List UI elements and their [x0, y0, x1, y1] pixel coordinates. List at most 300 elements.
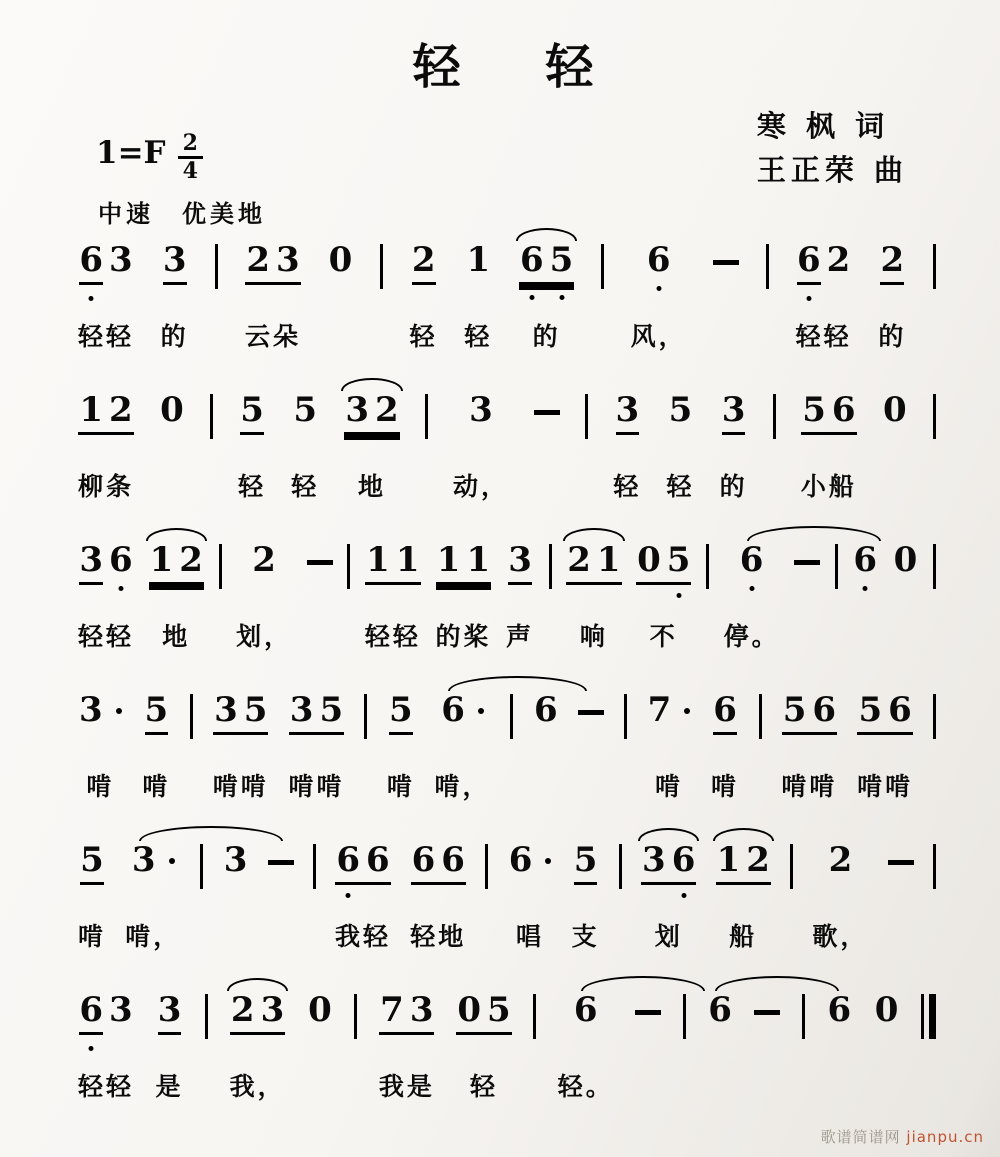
note-digit: 1	[716, 840, 741, 880]
note-group	[615, 390, 641, 435]
note-column	[630, 240, 687, 353]
note-column	[827, 990, 853, 1100]
note-digit: 3	[223, 840, 248, 880]
note-group	[78, 990, 133, 1035]
note-group	[647, 690, 692, 730]
lyric: 啃啃	[857, 772, 914, 801]
song-title: 轻 轻	[412, 39, 628, 95]
lyric: 轻轻	[78, 1072, 135, 1101]
note-column	[781, 690, 838, 803]
note-digit: 5	[319, 690, 344, 730]
note-digit: 3	[109, 990, 133, 1030]
note-digit: 1	[466, 540, 491, 580]
lyric: 唱	[516, 922, 545, 951]
note-column	[452, 390, 509, 503]
note-group	[796, 240, 851, 285]
low-octave-dot	[529, 295, 534, 300]
barline	[313, 843, 316, 889]
note-digit: 6	[853, 543, 877, 579]
duration-dash	[307, 543, 333, 650]
lyric: 声	[506, 622, 535, 651]
low-octave-dot	[89, 1046, 94, 1051]
note-column	[719, 390, 748, 503]
augmentation-dot	[116, 708, 122, 714]
note-group	[328, 240, 354, 280]
note-digit: 6	[797, 243, 821, 285]
lyric: 响	[579, 622, 608, 651]
note-group	[721, 390, 747, 435]
barline	[601, 243, 604, 289]
note-group	[230, 990, 285, 1035]
note-group	[508, 840, 553, 880]
note-digit: 0	[883, 390, 907, 430]
note-digit: 6	[366, 840, 390, 880]
note-group	[411, 840, 466, 885]
note-column	[364, 540, 421, 653]
note-digit: 6	[520, 243, 544, 279]
duration-dash	[268, 843, 294, 950]
note-column	[378, 990, 435, 1103]
note-digit: 5	[145, 693, 169, 735]
note-group	[857, 690, 912, 735]
note-column	[142, 690, 171, 803]
note-digit: 2	[246, 240, 270, 280]
note-column	[636, 540, 691, 653]
note-column	[125, 840, 182, 953]
note-column	[245, 240, 302, 353]
note-digit: 6	[336, 843, 360, 879]
barline	[933, 543, 936, 589]
lyric: 轻轻	[78, 322, 135, 351]
note-digit: 2	[230, 990, 255, 1030]
note-digit: 2	[109, 390, 133, 430]
note-column	[571, 840, 600, 953]
note-column	[566, 540, 621, 653]
note-group	[468, 390, 494, 430]
augmentation-dot	[545, 858, 551, 864]
note-group	[573, 840, 599, 885]
lyric: 的	[532, 322, 561, 351]
note-column	[238, 390, 267, 503]
lyric: 我轻	[335, 922, 392, 951]
note-column	[874, 990, 900, 1100]
tie-arc	[747, 526, 881, 541]
lyric: 划，	[236, 622, 293, 651]
lyric: 不	[649, 622, 678, 651]
note-group	[162, 240, 188, 285]
note-column	[716, 840, 771, 953]
note-group	[716, 840, 771, 885]
low-octave-dot	[681, 893, 686, 898]
lyric: 啃	[711, 772, 740, 801]
note-digit: 3	[508, 543, 532, 585]
note-column	[236, 540, 293, 653]
note-digit: 6	[831, 390, 856, 430]
duration-dash	[534, 393, 560, 500]
lyric: 地	[162, 622, 191, 651]
lyric: 啃	[78, 922, 107, 951]
barline	[933, 693, 936, 739]
music-system	[78, 840, 936, 960]
augmentation-dot	[169, 858, 175, 864]
lyric: 是	[155, 1072, 184, 1101]
note-digit: 0	[874, 990, 899, 1030]
key-time-signature	[96, 130, 203, 185]
lyric: 轻地	[410, 922, 467, 951]
music-system	[78, 240, 936, 360]
note-group	[388, 690, 414, 735]
note-digit: 5	[574, 843, 598, 885]
barline	[210, 393, 213, 439]
low-octave-dot	[656, 286, 661, 291]
note-digit: 3	[260, 990, 285, 1030]
note-column	[508, 840, 553, 953]
note-group	[519, 240, 574, 285]
note-digit: 0	[637, 540, 661, 580]
barline	[354, 993, 357, 1039]
note-column	[533, 690, 559, 800]
note-group	[292, 390, 318, 430]
low-octave-dot	[806, 296, 811, 301]
barline	[759, 693, 762, 739]
barline	[706, 543, 709, 589]
score-area	[78, 240, 936, 1143]
note-digit: 5	[487, 990, 511, 1030]
note-group	[456, 990, 511, 1035]
lyric: 轻轻	[78, 622, 135, 651]
note-digit: 5	[240, 393, 264, 435]
note-digit: 3	[616, 393, 640, 435]
note-digit: 0	[457, 990, 482, 1030]
note-digit: 3	[276, 240, 300, 280]
note-group	[440, 690, 485, 730]
note-column	[435, 540, 492, 653]
note-column	[78, 690, 123, 803]
note-digit: 7	[380, 990, 404, 1030]
barline	[190, 693, 193, 739]
note-column	[307, 990, 333, 1100]
note-column	[519, 240, 574, 353]
note-group	[131, 840, 176, 880]
note-group	[78, 540, 133, 585]
barline	[766, 243, 769, 289]
note-column	[434, 690, 491, 803]
tie-arc	[448, 676, 587, 691]
barline	[619, 843, 622, 889]
note-group	[533, 690, 559, 730]
music-system	[78, 990, 936, 1110]
note-digit: 2	[567, 540, 591, 580]
note-digit: 5	[243, 690, 268, 730]
note-column	[386, 690, 415, 803]
lyric: 的	[878, 322, 907, 351]
watermark-url: jianpu.cn	[906, 1128, 984, 1146]
note-digit: 2	[746, 840, 770, 880]
note-group	[436, 540, 491, 585]
note-group	[573, 990, 599, 1030]
barline	[380, 243, 383, 289]
music-system	[78, 540, 936, 660]
note-group	[251, 540, 277, 580]
note-digit: 5	[80, 843, 104, 885]
note-digit: 0	[328, 240, 353, 280]
note-column	[641, 840, 696, 953]
note-digit: 3	[79, 543, 103, 585]
note-column	[410, 840, 467, 953]
key-signature: 1=F	[96, 135, 166, 171]
duration-dash	[754, 993, 780, 1100]
note-column	[78, 240, 135, 353]
note-column	[344, 390, 399, 503]
lyric: 柳条	[78, 472, 135, 501]
note-group	[707, 990, 733, 1030]
note-column	[812, 840, 869, 953]
note-group	[852, 540, 878, 580]
low-octave-dot	[749, 586, 754, 591]
low-octave-dot	[118, 586, 123, 591]
note-column	[78, 990, 135, 1103]
note-column	[409, 240, 438, 353]
note-digit: 6	[888, 690, 912, 730]
augmentation-dot	[684, 708, 690, 714]
lyric: 风，	[630, 322, 687, 351]
lyric: 地	[358, 472, 387, 501]
note-column	[666, 390, 695, 503]
note-digit: 6	[79, 243, 103, 285]
note-column	[229, 990, 286, 1103]
low-octave-dot	[346, 893, 351, 898]
lyric: 轻。	[557, 1072, 614, 1101]
lyric: 轻	[464, 322, 493, 351]
note-group	[379, 990, 434, 1035]
low-octave-dot	[863, 586, 868, 591]
note-digit: 1	[466, 240, 491, 280]
lyric: 的桨	[435, 622, 492, 651]
tie-arc	[581, 976, 705, 991]
note-group	[874, 990, 900, 1030]
note-group	[245, 240, 300, 285]
note-group	[289, 690, 344, 735]
note-group	[307, 990, 333, 1030]
final-barline	[921, 993, 936, 1039]
lyric: 的	[719, 472, 748, 501]
barline	[364, 693, 367, 739]
barline	[425, 393, 428, 439]
note-group	[157, 990, 183, 1035]
note-column	[159, 390, 185, 500]
low-octave-dot	[676, 593, 681, 598]
tie-arc	[139, 826, 283, 841]
note-group	[646, 240, 672, 280]
barline	[683, 993, 686, 1039]
note-column	[800, 390, 857, 503]
note-digit: 3	[214, 690, 238, 730]
lyric: 轻轻	[364, 622, 421, 651]
lyric: 轻	[666, 472, 695, 501]
note-group	[507, 540, 533, 585]
barline	[933, 393, 936, 439]
note-column	[78, 840, 107, 953]
composer-credit: 王正荣 曲	[756, 153, 908, 187]
note-column	[795, 240, 852, 353]
note-digit: 3	[79, 690, 103, 730]
note-digit: 5	[667, 543, 691, 579]
augmentation-dot	[478, 708, 484, 714]
lyricist-credit: 寒 枫 词	[756, 109, 890, 143]
note-digit: 1	[395, 540, 420, 580]
note-digit: 0	[160, 390, 184, 430]
note-group	[828, 840, 854, 880]
lyric: 轻	[613, 472, 642, 501]
note-digit: 3	[158, 993, 182, 1035]
watermark	[821, 1126, 984, 1147]
barline	[215, 243, 218, 289]
note-group	[879, 240, 905, 285]
note-group	[411, 240, 437, 285]
note-column	[882, 390, 908, 500]
note-digit: 5	[802, 390, 826, 430]
barline	[510, 693, 513, 739]
barline	[933, 243, 936, 289]
note-digit: 6	[109, 543, 133, 579]
note-digit: 6	[708, 990, 732, 1030]
lyric: 划	[654, 922, 683, 951]
note-digit: 2	[179, 540, 203, 580]
note-digit: 7	[647, 690, 672, 730]
barline	[802, 993, 805, 1039]
barline	[835, 543, 838, 589]
note-digit: 1	[436, 540, 461, 580]
note-column	[212, 690, 269, 803]
note-group	[144, 690, 170, 735]
note-digit: 3	[289, 690, 314, 730]
lyric: 我是	[378, 1072, 435, 1101]
note-group	[801, 390, 856, 435]
lyric: 歌，	[812, 922, 869, 951]
note-column	[78, 390, 135, 503]
note-group	[78, 690, 123, 730]
note-digit: 6	[740, 543, 764, 579]
note-group	[712, 690, 738, 735]
duration-dash	[578, 693, 604, 800]
note-digit: 6	[441, 840, 465, 880]
barline	[485, 843, 488, 889]
lyric: 啃	[142, 772, 171, 801]
note-digit: 2	[880, 243, 904, 285]
note-column	[506, 540, 535, 653]
note-column	[223, 840, 249, 950]
note-column	[857, 690, 914, 803]
barline	[219, 543, 222, 589]
note-column	[711, 690, 740, 803]
time-signature	[178, 132, 203, 183]
barline	[533, 993, 536, 1039]
note-digit: 6	[411, 840, 436, 880]
note-digit: 3	[109, 240, 133, 280]
note-digit: 3	[131, 840, 156, 880]
note-digit: 1	[366, 540, 390, 580]
note-group	[668, 390, 694, 430]
note-column	[291, 390, 320, 503]
note-column	[878, 240, 907, 353]
barline	[347, 543, 350, 589]
lyric: 啃	[655, 772, 684, 801]
lyric: 轻轻	[795, 322, 852, 351]
lyric: 啃	[386, 772, 415, 801]
barline	[933, 843, 936, 889]
lyric: 轻	[409, 322, 438, 351]
note-digit: 6	[713, 693, 737, 735]
barline	[773, 393, 776, 439]
note-digit: 3	[469, 390, 493, 430]
note-group	[159, 390, 185, 430]
lyric: 啃啃	[288, 772, 345, 801]
watermark-site-name: 歌谱简谱网	[820, 1128, 907, 1146]
note-column	[335, 840, 392, 953]
duration-dash	[888, 843, 914, 950]
duration-dash	[713, 243, 739, 350]
note-group	[223, 840, 249, 880]
note-group	[827, 990, 853, 1030]
note-digit: 5	[782, 690, 807, 730]
lyric: 支	[571, 922, 600, 951]
low-octave-dot	[559, 295, 564, 300]
barline	[624, 693, 627, 739]
note-digit: 6	[647, 243, 671, 279]
note-digit: 3	[345, 390, 370, 430]
music-system	[78, 690, 936, 810]
note-column	[613, 390, 642, 503]
lyric: 我，	[229, 1072, 286, 1101]
note-group	[882, 390, 908, 430]
note-digit: 6	[79, 993, 103, 1035]
lyric: 轻	[291, 472, 320, 501]
tempo-marking: 中速 优美地	[98, 200, 266, 228]
note-digit: 6	[812, 690, 837, 730]
note-column	[328, 240, 354, 350]
barline	[790, 843, 793, 889]
tie-arc	[715, 976, 839, 991]
barline	[549, 543, 552, 589]
note-column	[456, 990, 511, 1103]
time-signature-bottom: 4	[182, 158, 198, 185]
note-group	[365, 540, 420, 585]
lyric: 小船	[800, 472, 857, 501]
note-group	[239, 390, 265, 435]
note-group	[466, 240, 492, 280]
note-digit: 1	[596, 540, 621, 580]
note-digit: 1	[79, 390, 103, 430]
note-column	[707, 990, 733, 1100]
barline	[200, 843, 203, 889]
note-group	[641, 840, 696, 885]
music-system	[78, 390, 936, 510]
lyric: 动，	[452, 472, 509, 501]
note-column	[160, 240, 189, 353]
lyric: 停。	[723, 622, 780, 651]
note-digit: 3	[409, 990, 434, 1030]
note-digit: 2	[412, 243, 436, 285]
note-column	[893, 540, 919, 650]
barline	[205, 993, 208, 1039]
note-column	[557, 990, 614, 1103]
note-digit: 6	[672, 843, 696, 879]
lyric: 啃	[86, 772, 115, 801]
note-group	[782, 690, 837, 735]
note-digit: 6	[508, 840, 533, 880]
note-group	[78, 390, 133, 435]
note-group	[636, 540, 691, 585]
